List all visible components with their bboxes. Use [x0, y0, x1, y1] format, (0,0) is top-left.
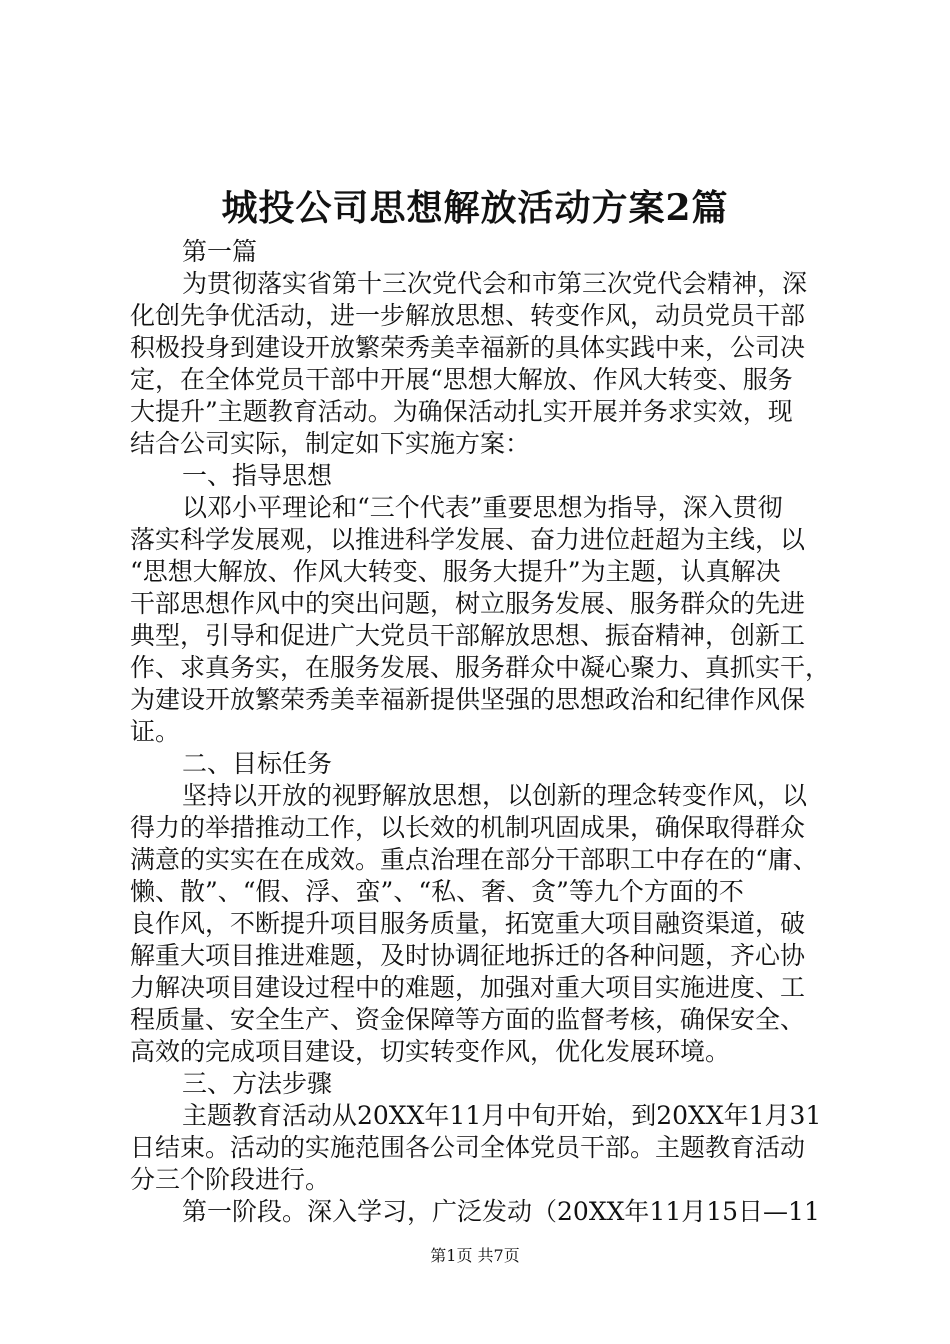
paragraph-line: 结合公司实际，制定如下实施方案： [130, 429, 531, 458]
section-heading: 三、方法步骤 [182, 1069, 333, 1098]
section-heading: 第一篇 [182, 237, 258, 266]
paragraph-line: 得力的举措推动工作，以长效的机制巩固成果，确保取得群众 [130, 813, 806, 842]
paragraph-line: 作、求真务实，在服务发展、服务群众中凝心聚力、真抓实干， [130, 653, 831, 682]
paragraph-line: 干部思想作风中的突出问题，树立服务发展、服务群众的先进 [130, 589, 806, 618]
paragraph-line: 日结束。活动的实施范围各公司全体党员干部。主题教育活动 [130, 1133, 806, 1162]
page-number-footer: 第1页 共7页 [430, 1246, 520, 1265]
paragraph-line: 为建设开放繁荣秀美幸福新提供坚强的思想政治和纪律作风保 [130, 685, 806, 714]
paragraph-line: 典型，引导和促进广大党员干部解放思想、振奋精神，创新工 [130, 621, 806, 650]
paragraph-line: 落实科学发展观，以推进科学发展、奋力进位赶超为主线，以 [130, 525, 806, 554]
document-title: 城投公司思想解放活动方案2篇 [221, 187, 729, 229]
section-heading: 二、目标任务 [182, 749, 333, 778]
paragraph-line: 定，在全体党员干部中开展“思想大解放、作风大转变、服务 [130, 365, 793, 394]
paragraph-line: 满意的实实在在成效。重点治理在部分干部职工中存在的“庸、 [130, 845, 818, 874]
paragraph-line: 良作风，不断提升项目服务质量，拓宽重大项目融资渠道，破 [130, 909, 806, 938]
paragraph-line: 高效的完成项目建设，切实转变作风，优化发展环境。 [130, 1037, 731, 1066]
paragraph-line: 程质量、安全生产、资金保障等方面的监督考核，确保安全、 [130, 1005, 806, 1034]
paragraph-line: 以邓小平理论和“三个代表”重要思想为指导，深入贯彻 [182, 493, 783, 522]
section-heading: 一、指导思想 [182, 461, 333, 490]
paragraph-line: 解重大项目推进难题，及时协调征地拆迁的各种问题，齐心协 [130, 941, 806, 970]
paragraph-line: 积极投身到建设开放繁荣秀美幸福新的具体实践中来，公司决 [130, 333, 806, 362]
paragraph-line: 分三个阶段进行。 [130, 1165, 331, 1194]
paragraph-line: 大提升”主题教育活动。为确保活动扎实开展并务求实效，现 [130, 397, 793, 426]
paragraph-line: 懒、散”、“假、浮、蛮”、“私、奢、贪”等九个方面的不 [130, 877, 744, 906]
paragraph-line: 证。 [130, 717, 181, 746]
paragraph-line: 力解决项目建设过程中的难题，加强对重大项目实施进度、工 [130, 973, 806, 1002]
paragraph-line: 为贯彻落实省第十三次党代会和市第三次党代会精神，深 [182, 269, 808, 298]
paragraph-line: 坚持以开放的视野解放思想，以创新的理念转变作风，以 [182, 781, 808, 810]
paragraph-line: 主题教育活动从20XX年11月中旬开始，到20XX年1月31 [182, 1101, 822, 1130]
paragraph-line: 第一阶段。深入学习，广泛发动（20XX年11月15日—11 [182, 1197, 820, 1226]
paragraph-line: “思想大解放、作风大转变、服务大提升”为主题，认真解决 [130, 557, 781, 586]
paragraph-line: 化创先争优活动，进一步解放思想、转变作风，动员党员干部 [130, 301, 806, 330]
